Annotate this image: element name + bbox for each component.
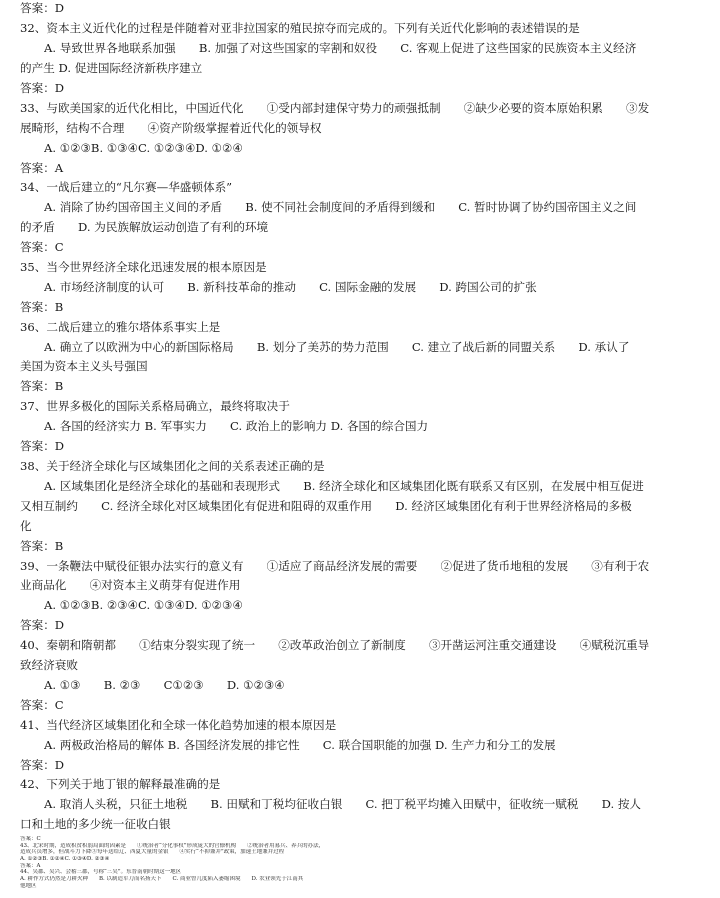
question-40-options: A. ①③ B. ②③ C①②③ D. ①②③④ [44, 678, 285, 692]
text-line: 展畸形，结构不合理 ④资产阶级掌握着近代化的领导权 [20, 121, 322, 135]
text-line: 化 [20, 519, 32, 533]
text-line: 44、吴郡、吴兴、会稽三郡，号称“三吴”。东晋南朝时期这一地区 [20, 869, 182, 876]
question-38-stem: 38、关于经济全球化与区域集团化之间的关系表述正确的是 [20, 459, 325, 473]
question-34-options: A. 消除了协约国帝国主义间的矛盾 B. 使不同社会制度间的矛盾得到缓和 C. 暂时协调了协约国帝国主义之间 [44, 200, 637, 214]
text-line: 答案：D [20, 1, 65, 15]
question-35-options: A. 市场经济制度的认可 B. 新科技革命的推动 C. 国际金融的发展 D. 跨国公司的扩张 [44, 280, 537, 294]
question-40-stem: 40、秦朝和隋朝都 ①结束分裂实现了统一 ②改革政治创立了新制度 ③开凿运河注重交通建设 ④赋税沉重导 [20, 638, 650, 652]
text-line: 致经济衰败 [20, 658, 78, 672]
question-34-stem: 34、一战后建立的“凡尔赛—华盛顿体系” [20, 180, 233, 194]
question-42-options: A. 取消人头税，只征土地税 B. 田赋和丁税均征收白银 C. 把丁税平均摊入田赋中，征收统一赋税 D. 按人 [44, 797, 642, 811]
question-38-options: A. 区域集团化是经济全球化的基础和表现形式 B. 经济全球化和区域集团化既有联系又有区别，在发展中相互促进 [44, 479, 644, 493]
answer-33: 答案：A [20, 161, 64, 175]
answer-36: 答案：B [20, 379, 64, 393]
answer-38: 答案：B [20, 539, 64, 553]
answer-32: 答案：D [20, 81, 65, 95]
question-33-stem: 33、与欧美国家的近代化相比，中国近代化 ①受内部封建保守势力的顽强抵制 ②缺少必要的资本原始积累 ③发 [20, 101, 650, 115]
text-line: 业商品化 ④对资本主义萌芽有促进作用 [20, 578, 241, 592]
text-line: 口和土地的多少统一征收白银 [20, 817, 171, 831]
question-36-stem: 36、二战后建立的雅尔塔体系事实上是 [20, 320, 221, 334]
question-32-stem: 32、资本主义近代化的过程是伴随着对亚非拉国家的殖民掠夺而完成的。下列有关近代化影响的表述错误的是 [20, 21, 580, 35]
answer-40: 答案：C [20, 698, 64, 712]
text-line: A. 耕作方式仍然是刀耕火种 B. 以制造军刀而名扬天下 C. 商业曾几度陷入萎缩困境 D. 农业领先于江南其 [20, 876, 304, 882]
question-33-options: A. ①②③B. ①③④C. ①②③④D. ①②④ [44, 141, 243, 155]
question-43-stem: 43、北宋时期，造成积贫积弱局面的因素是 ①统治者“分化事权”形成庞大的官僚机构 ②统治者用募兵、养兵的办法， [20, 842, 325, 849]
answer-35: 答案：B [20, 300, 64, 314]
answer-39: 答案：D [20, 618, 65, 632]
question-41-options: A. 两极政治格局的解体 B. 各国经济发展的排它性 C. 联合国职能的加强 D. 生产力和分工的发展 [44, 738, 556, 752]
question-43-options: A. ①②③B. ①②④C. ①③④D. ②③④ [20, 856, 110, 862]
question-32-options: A. 导致世界各地联系加强 B. 加强了对这些国家的宰割和奴役 C. 客观上促进了这些国家的民族资本主义经济 [44, 41, 637, 55]
answer-37: 答案：D [20, 439, 65, 453]
text-line: 他地区 [20, 882, 37, 889]
text-line: 答案：A [20, 862, 41, 869]
text-line: 又相互制约 C. 经济全球化对区域集团化有促进和阻碍的双重作用 D. 经济区域集团化有利于世界经济格局的多极 [20, 499, 632, 513]
text-line: 的矛盾 D. 为民族解放运动创造了有利的环境 [20, 220, 269, 234]
question-37-stem: 37、世界多极化的国际关系格局确立，最终将取决于 [20, 399, 290, 413]
answer-34: 答案：C [20, 240, 64, 254]
text-line: 的产生 D. 促进国际经济新秩序建立 [20, 61, 203, 75]
text-line: 造成兵员增多，但战斗力下降③每年送给辽、西夏大量的金银 ④实行“不抑兼并”政策，加速土地兼并过程 [20, 849, 285, 856]
question-39-options: A. ①②③B. ②③④C. ①③④D. ①②③④ [44, 598, 243, 612]
answer-42: 答案：C [20, 836, 41, 842]
question-42-stem: 42、下列关于地丁银的解释最准确的是 [20, 777, 221, 791]
question-41-stem: 41、当代经济区域集团化和全球一体化趋势加速的根本原因是 [20, 718, 337, 732]
text-line: 美国为资本主义头号强国 [20, 359, 148, 373]
answer-41: 答案：D [20, 758, 65, 772]
question-35-stem: 35、当今世界经济全球化迅速发展的根本原因是 [20, 260, 267, 274]
question-36-options: A. 确立了以欧洲为中心的新国际格局 B. 划分了美苏的势力范围 C. 建立了战后新的同盟关系 D. 承认了 [44, 340, 630, 354]
question-37-options: A. 各国的经济实力 B. 军事实力 C. 政治上的影响力 D. 各国的综合国力 [44, 419, 429, 433]
question-39-stem: 39、一条鞭法中赋役征银办法实行的意义有 ①适应了商品经济发展的需要 ②促进了货币地租的发展 ③有利于农 [20, 559, 650, 573]
